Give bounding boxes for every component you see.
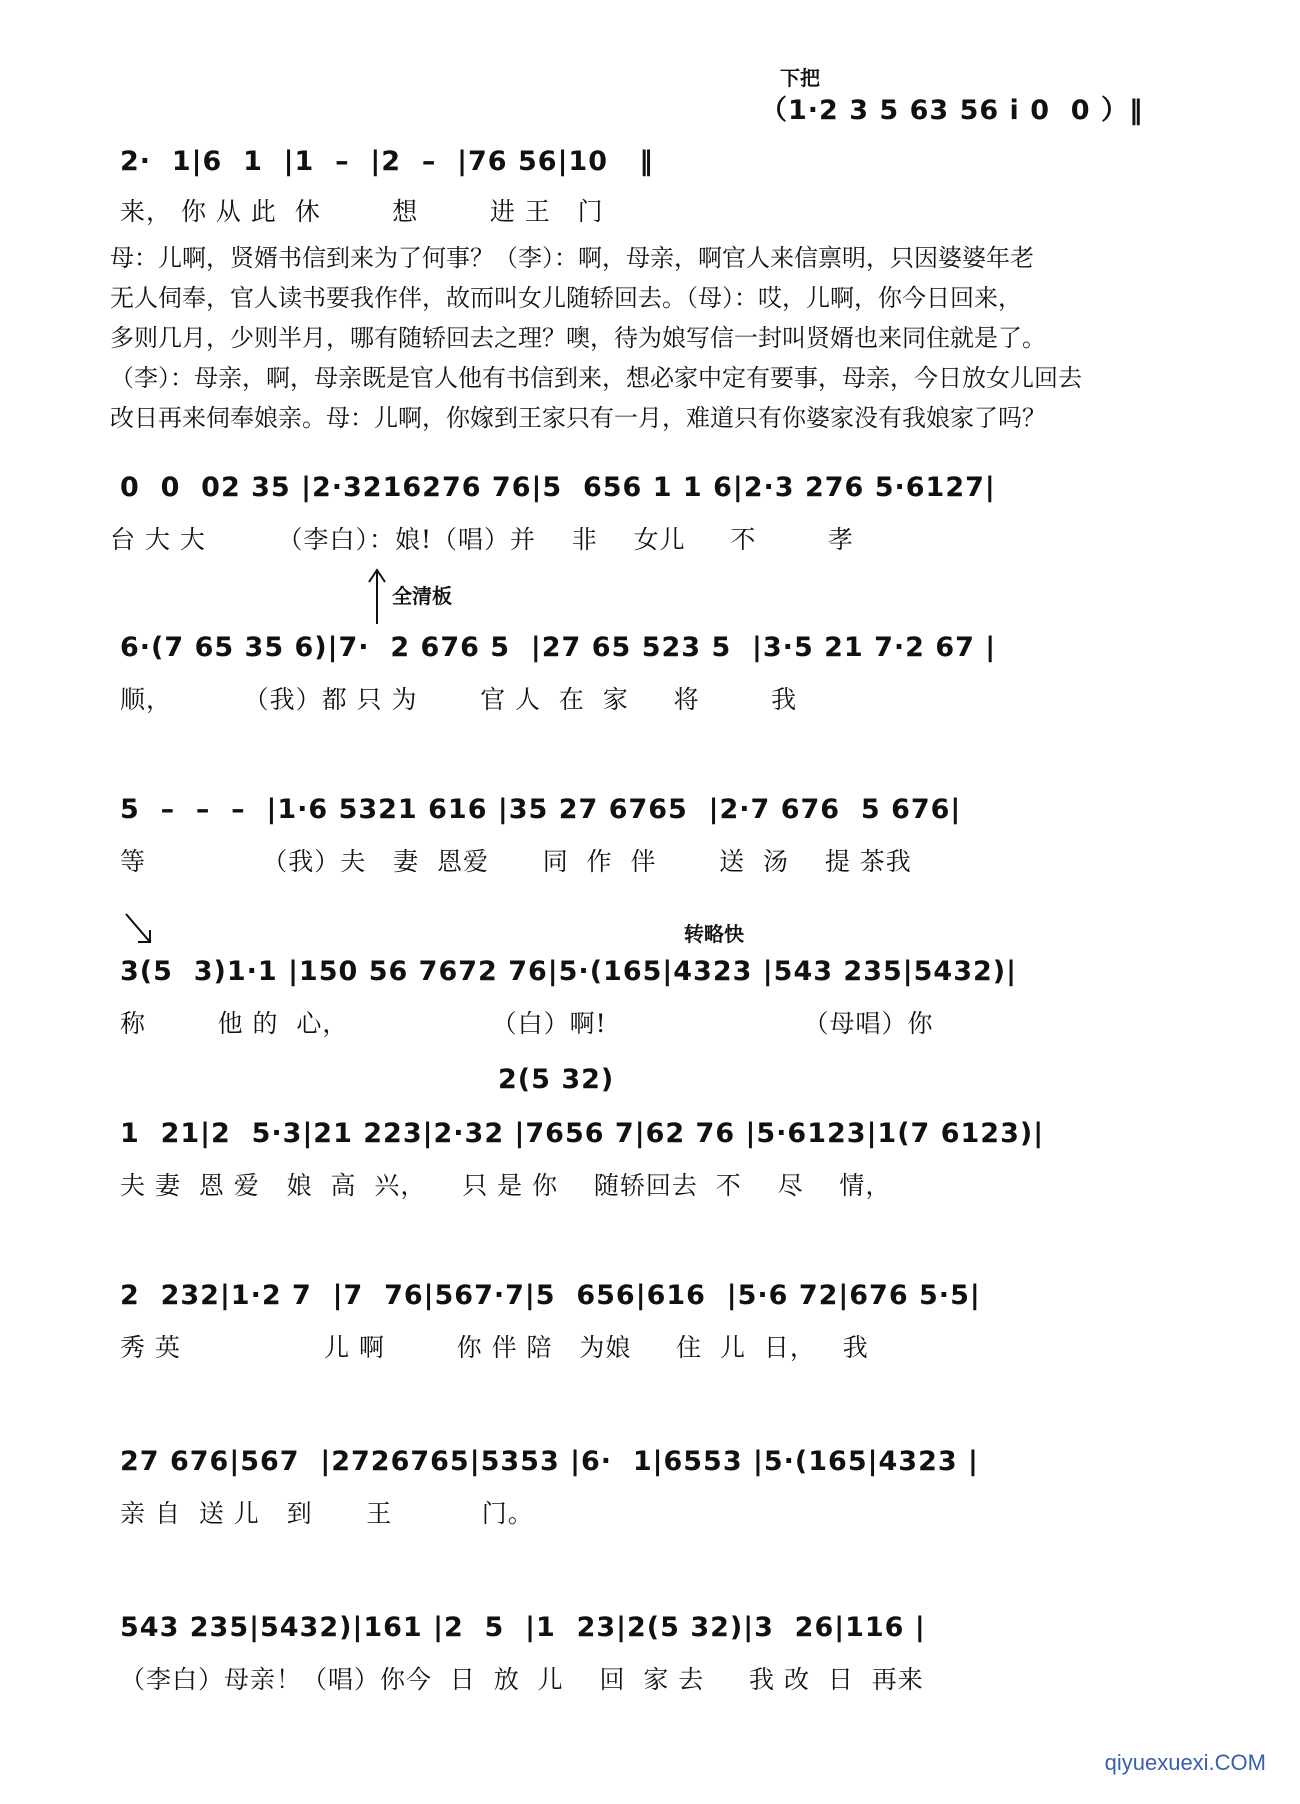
spoken-dialogue xyxy=(110,238,1200,438)
up-arrow-icon xyxy=(362,566,392,626)
staff-line-5-notes: 3(5 3)1·1 |150 56 7672 76|5·(165|4323 |543 235|5432)| xyxy=(120,956,1017,987)
staff-line-3-lyrics: 顺， （我）都 只 为 官 人 在 家 将 我 xyxy=(120,685,798,714)
annotation-quanqingban: 全清板 xyxy=(392,584,452,608)
staff-line-9-lyrics: （李白）母亲！（唱）你今 日 放 儿 回 家 去 我 改 日 再来 xyxy=(120,1665,924,1694)
intro-phrase-notes: （1·2 3 5 63 56 i 0 0 ）‖ xyxy=(760,95,1144,126)
annotation-xiaba: 下把 xyxy=(780,66,820,90)
staff-line-2-notes: 0 0 02 35 |2·3216276 76|5 656 1 1 6|2·3 276 5·6127| xyxy=(120,472,996,503)
dialogue-line: （李）：母亲，啊，母亲既是官人他有书信到来，想必家中定有要事，母亲，今日放女儿回去 xyxy=(110,364,1082,392)
staff-line-8-notes: 27 676|567 |2726765|5353 |6· 1|6553 |5·(165|4323 | xyxy=(120,1446,979,1477)
staff-line-5-lyrics: 称 他 的 心， （白）啊! （母唱）你 xyxy=(120,1009,934,1038)
dialogue-line: 母：儿啊，贤婿书信到来为了何事？（李）：啊，母亲，啊官人来信禀明，只因婆婆年老 xyxy=(110,244,1034,272)
staff-line-3-notes: 6·(7 65 35 6)|7· 2 676 5 |27 65 523 5 |3·5 21 7·2 67 | xyxy=(120,632,997,663)
staff-line-7-lyrics: 秀 英 儿 啊 你 伴 陪 为娘 住 儿 日， 我 xyxy=(120,1333,869,1362)
staff-line-4-notes: 5 – – – |1·6 5321 616 |35 27 6765 |2·7 676 5 676| xyxy=(120,794,962,825)
watermark: qiyuexuexi.COM xyxy=(1104,1750,1266,1775)
staff-line-8-lyrics: 亲 自 送 儿 到 王 门。 xyxy=(120,1499,534,1528)
staff-line-6-notes: 1 21|2 5·3|21 223|2·32 |7656 7|62 76 |5·6123|1(7 6123)| xyxy=(120,1118,1045,1149)
down-right-arrow-icon xyxy=(122,910,158,950)
dialogue-line: 多则几月，少则半月，哪有随轿回去之理？噢，待为娘写信一封叫贤婿也来同住就是了。 xyxy=(110,324,1046,352)
staff-line-6-sub-notes: 2(5 32) xyxy=(498,1064,615,1095)
staff-line-1-lyrics: 来， 你 从 此 休 想 进 王 门 xyxy=(120,197,604,226)
staff-line-2-lyrics: 台 大 大 （李白）：娘!（唱）并 非 女儿 不 孝 xyxy=(110,525,854,554)
staff-line-9-notes: 543 235|5432)|161 |2 5 |1 23|2(5 32)|3 26|116 | xyxy=(120,1612,926,1643)
dialogue-line: 改日再来伺奉娘亲。母：儿啊，你嫁到王家只有一月，难道只有你婆家没有我娘家了吗？ xyxy=(110,404,1046,432)
staff-line-4-lyrics: 等 （我）夫 妻 恩爱 同 作 伴 送 汤 提 茶我 xyxy=(120,847,912,876)
staff-line-6-lyrics: 夫 妻 恩 爱 娘 高 兴， 只 是 你 随轿回去 不 尽 情， xyxy=(120,1171,892,1200)
staff-line-7-notes: 2 232|1·2 7 |7 76|567·7|5 656|616 |5·6 72|676 5·5| xyxy=(120,1280,981,1311)
dialogue-line: 无人伺奉，官人读书要我作伴，故而叫女儿随轿回去。（母）：哎，儿啊，你今日回来， xyxy=(110,284,1022,312)
staff-line-1-notes: 2· 1|6 1 |1 – |2 – |76 56|10 ‖ xyxy=(120,146,654,177)
annotation-zhuanluekuai: 转略快 xyxy=(684,922,744,946)
